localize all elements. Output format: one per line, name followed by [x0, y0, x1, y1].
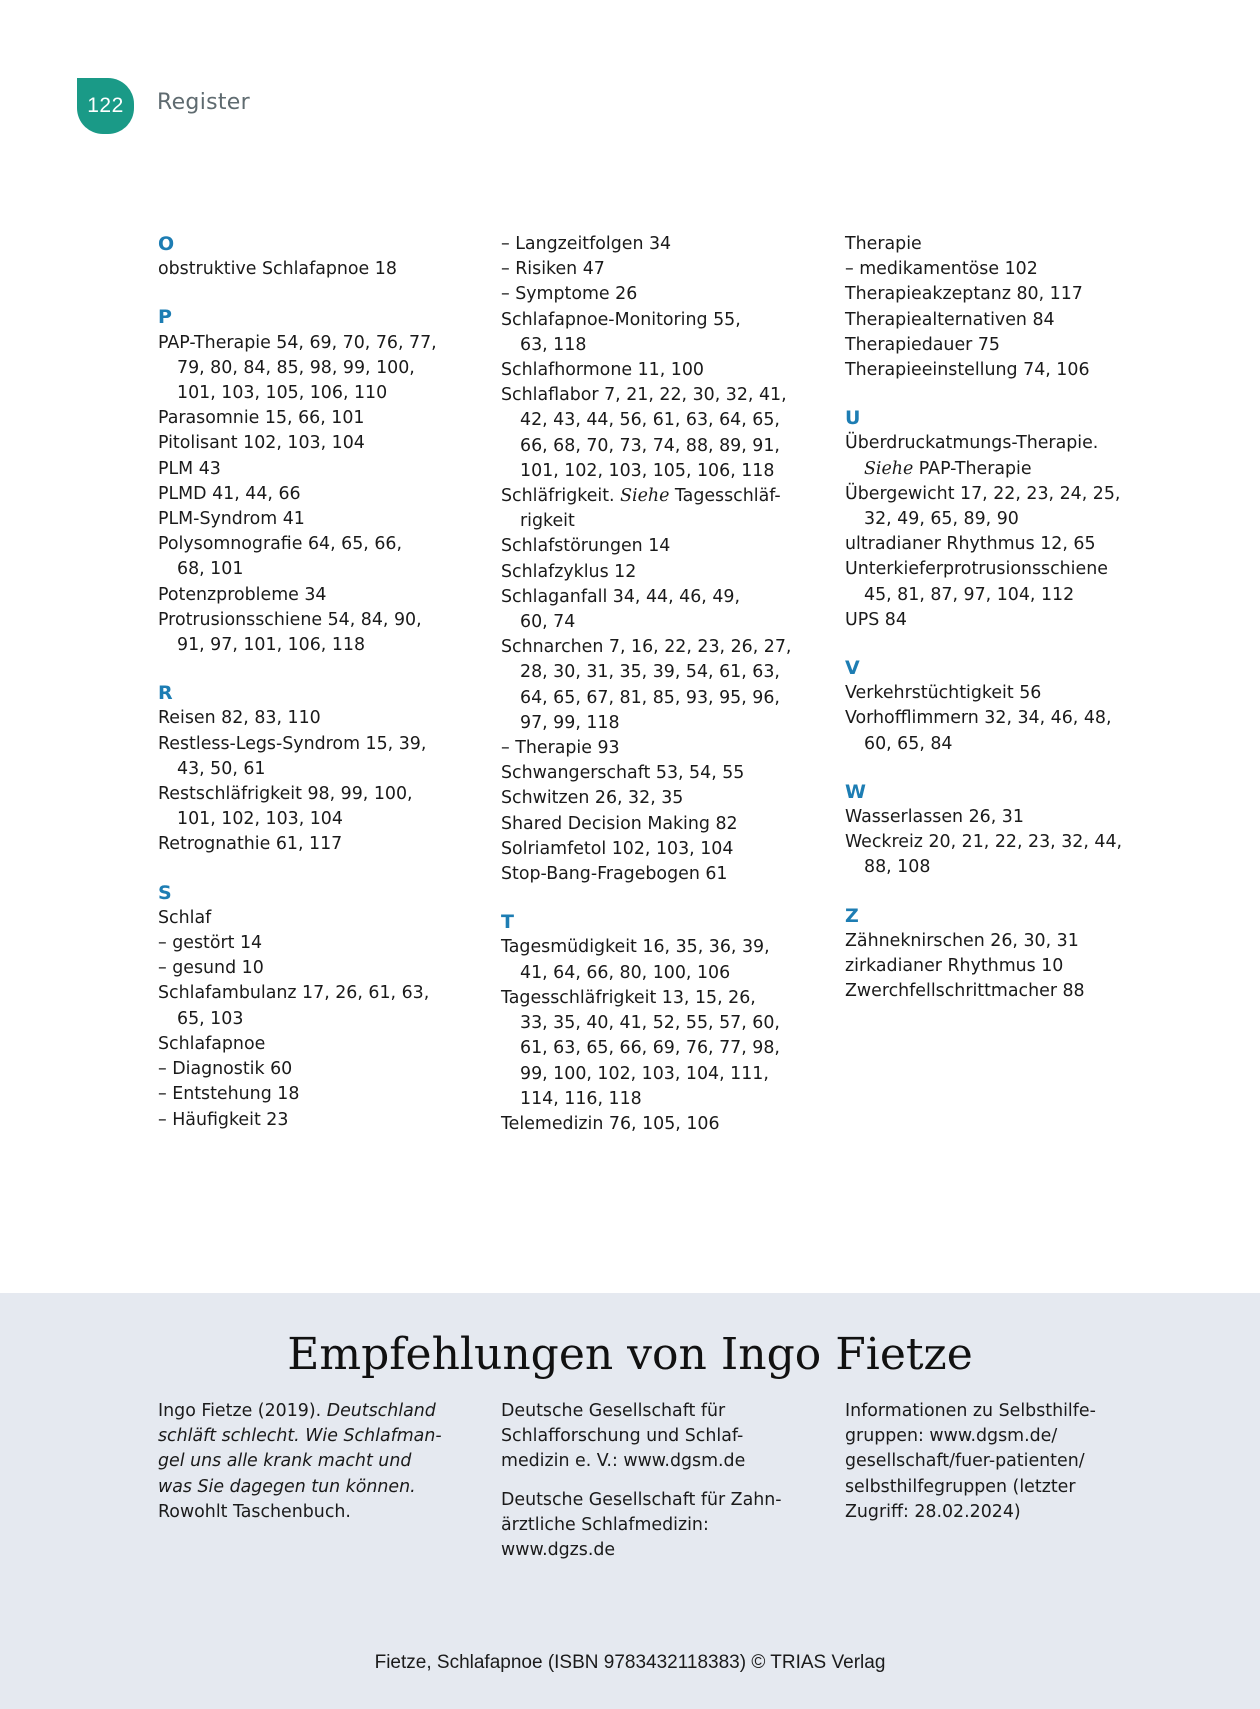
index-entry-line [501, 1036, 811, 1061]
index-entry-text: – gestört 14 [158, 933, 263, 954]
index-entry-text: Übergewicht 17, 22, 23, 24, 25, [845, 483, 1121, 504]
index-section [158, 681, 468, 857]
index-entry [158, 406, 468, 431]
index-entry-line [845, 457, 1155, 482]
index-entry-line [501, 686, 811, 711]
index-entry-line [501, 282, 811, 307]
index-entry-text: Schlafambulanz 17, 26, 61, 63, [158, 983, 430, 1004]
index-entry-text: 88, 108 [864, 857, 931, 878]
index-entry-line [845, 333, 1155, 358]
index-entry-line [845, 557, 1155, 582]
copyright-footer: Fietze, Schlafapnoe (ISBN 9783432118383) © TRIAS Verlag [374, 1652, 886, 1673]
index-entry [845, 308, 1155, 333]
index-entry-line [501, 1011, 811, 1036]
index-entry-line [158, 583, 468, 608]
index-entry-line [158, 981, 468, 1006]
index-entry-text: Schlaf [158, 907, 212, 928]
index-entry-line [845, 681, 1155, 706]
index-entry-line [501, 560, 811, 585]
index-entry [845, 532, 1155, 557]
index-entry-line [158, 431, 468, 456]
index-entry-line [158, 931, 468, 956]
index-entry-text: Restschläfrigkeit 98, 99, 100, [158, 784, 413, 805]
index-entry-text: PLMD 41, 44, 66 [158, 483, 301, 504]
index-entry-line [845, 855, 1155, 880]
see-target: Tagesschläf- [669, 486, 781, 507]
index-entry-text: Schlafapnoe-Monitoring 55, [501, 309, 741, 330]
index-letter-heading: V [845, 657, 860, 680]
index-letter-heading: W [845, 780, 866, 803]
index-entry-line [845, 954, 1155, 979]
index-letter-heading: P [158, 306, 172, 329]
index-section [158, 305, 468, 658]
index-entry-line [158, 906, 468, 931]
index-entry-line [845, 358, 1155, 383]
index-entry [158, 482, 468, 507]
index-entry-text: 101, 102, 103, 105, 106, 118 [520, 460, 775, 481]
index-entry-line [501, 635, 811, 660]
index-entry-text: 32, 49, 65, 89, 90 [864, 509, 1019, 530]
index-entry-line [158, 956, 468, 981]
index-entry [158, 331, 468, 407]
index-section [158, 232, 468, 282]
index-entry-line [158, 706, 468, 731]
index-entry-line [501, 1062, 811, 1087]
index-subentry [158, 1108, 468, 1133]
index-subentry [501, 282, 811, 307]
index-entry [158, 431, 468, 456]
index-entry-text: – Häufigkeit 23 [158, 1109, 289, 1130]
book-title-line: gel uns alle krank macht und [158, 1451, 412, 1472]
index-entry [501, 786, 811, 811]
index-subentry [158, 956, 468, 981]
index-entry-line [158, 406, 468, 431]
index-entry-line [501, 333, 811, 358]
index-entry [845, 830, 1155, 880]
index-entry-line [845, 706, 1155, 731]
index-entry-text: Telemedizin 76, 105, 106 [501, 1113, 720, 1134]
index-entry [158, 732, 468, 782]
index-section [845, 904, 1155, 1005]
book-title-line: schläft schlecht. Wie Schlafman- [158, 1426, 442, 1447]
index-entry [845, 681, 1155, 706]
index-entry-line [158, 507, 468, 532]
index-entry-line [501, 257, 811, 282]
index-letter-heading: R [158, 682, 173, 705]
index-entry [845, 282, 1155, 307]
index-entry-line [845, 282, 1155, 307]
index-entry-text: – Langzeitfolgen 34 [501, 234, 672, 254]
index-entry-line [845, 308, 1155, 333]
index-entry-line [158, 1082, 468, 1107]
index-entry-line [501, 434, 811, 459]
index-entry-text: 43, 50, 61 [177, 758, 266, 779]
index-entry [501, 560, 811, 585]
index-entry-text: Schlaganfall 34, 44, 46, 49, [501, 586, 741, 607]
index-entry-text: Verkehrstüchtigkeit 56 [845, 683, 1042, 704]
index-entry [501, 862, 811, 887]
index-entry-text: 114, 116, 118 [520, 1088, 642, 1109]
index-entry-line [845, 257, 1155, 282]
index-entry [158, 507, 468, 532]
selfhelp-line: gruppen: www.dgsm.de/ [845, 1426, 1058, 1447]
index-entry [158, 583, 468, 608]
index-entry-line [158, 257, 468, 282]
index-entry [845, 979, 1155, 1004]
book-author-year: Ingo Fietze (2019). [158, 1401, 327, 1421]
recommendation-selfhelp [845, 1399, 1165, 1538]
index-entry-text: Schlafstörungen 14 [501, 536, 671, 557]
index-subentry [158, 1082, 468, 1107]
selfhelp-line: selbsthilfegruppen (letzter [845, 1476, 1076, 1497]
recommendation-societies [501, 1399, 821, 1576]
index-entry-line [845, 232, 1155, 257]
index-entry-line [158, 732, 468, 757]
index-entry-text: 68, 101 [177, 559, 244, 580]
index-section [845, 780, 1155, 881]
index-entry-text: 66, 68, 70, 73, 74, 88, 89, 91, [520, 435, 780, 456]
index-entry-text: – Diagnostik 60 [158, 1059, 293, 1080]
index-entry-text: Schlafapnoe [158, 1033, 266, 1054]
index-entry-text: Unterkieferprotrusionsschiene [845, 559, 1108, 580]
index-entry-line [158, 757, 468, 782]
recommendation-book [158, 1399, 478, 1538]
index-entry-text: PLM 43 [158, 458, 221, 479]
index-entry-text: – Symptome 26 [501, 284, 638, 305]
index-entry [158, 457, 468, 482]
index-entry [158, 1032, 468, 1057]
index-entry-line [158, 832, 468, 857]
index-entry-line [845, 608, 1155, 633]
index-entry-line [158, 532, 468, 557]
index-entry [158, 608, 468, 658]
index-entry-line [158, 356, 468, 381]
index-entry-text: 45, 81, 87, 97, 104, 112 [864, 584, 1075, 605]
index-entry-text: 97, 99, 118 [520, 712, 620, 733]
index-entry-text: PAP-Therapie 54, 69, 70, 76, 77, [158, 332, 437, 353]
index-entry-text: 28, 30, 31, 35, 39, 54, 61, 63, [520, 662, 780, 683]
index-entry [501, 761, 811, 786]
selfhelp-line: gesellschaft/fuer-patienten/ [845, 1451, 1085, 1472]
index-entry-text: Therapiealternativen 84 [845, 309, 1055, 330]
index-entry-text: Therapieeinstellung 74, 106 [845, 360, 1090, 381]
index-entry-text: Schlafzyklus 12 [501, 561, 637, 582]
index-entry-text: Zwerchfellschrittmacher 88 [845, 981, 1085, 1002]
index-entry-text: Stop-Bang-Fragebogen 61 [501, 864, 728, 885]
index-section [845, 406, 1155, 633]
index-entry [501, 812, 811, 837]
index-entry-text: Schläfrigkeit. [501, 486, 621, 507]
index-entry [501, 383, 811, 484]
index-entry-text: 60, 74 [520, 612, 576, 633]
index-entry-line [501, 986, 811, 1011]
index-entry-text: 101, 103, 105, 106, 110 [177, 383, 388, 404]
index-entry-line [501, 961, 811, 986]
dgzs-line: ärztliche Schlafmedizin: [501, 1514, 709, 1535]
dgzs-line: Deutsche Gesellschaft für Zahn- [501, 1489, 782, 1510]
index-entry-line [501, 1087, 811, 1112]
book-title-line: was Sie dagegen tun können. [158, 1476, 416, 1497]
index-entry-line [845, 805, 1155, 830]
index-entry-text: 64, 65, 67, 81, 85, 93, 95, 96, [520, 687, 780, 708]
index-entry-line [158, 1108, 468, 1133]
index-entry-line [845, 507, 1155, 532]
index-entry-line [501, 585, 811, 610]
index-entry [158, 906, 468, 931]
index-entry-line [501, 862, 811, 887]
index-entry [501, 635, 811, 736]
index-entry-text: Tagesmüdigkeit 16, 35, 36, 39, [501, 937, 770, 958]
index-entry-text: Protrusionsschiene 54, 84, 90, [158, 609, 422, 630]
index-entry-text: 33, 35, 40, 41, 52, 55, 57, 60, [520, 1013, 780, 1034]
index-section [845, 232, 1155, 383]
index-entry [501, 1112, 811, 1137]
index-entry-line [845, 830, 1155, 855]
index-entry [501, 935, 811, 985]
index-subentry [501, 232, 811, 257]
index-entry-text: Schlaflabor 7, 21, 22, 30, 32, 41, [501, 385, 787, 406]
index-column-1 [158, 232, 468, 1156]
index-entry-text: – Risiken 47 [501, 259, 605, 280]
index-entry-text: 41, 64, 66, 80, 100, 106 [520, 962, 731, 983]
recommendation-dgzs [501, 1488, 821, 1564]
recommendations-title: Empfehlungen von Ingo Fietze [287, 1329, 973, 1380]
index-entry-text: Restless-Legs-Syndrom 15, 39, [158, 733, 427, 754]
index-column-2 [501, 232, 811, 1160]
index-entry-text: zirkadianer Rhythmus 10 [845, 956, 1064, 977]
index-entry-line [158, 782, 468, 807]
index-section [845, 656, 1155, 757]
running-title: Register [157, 90, 250, 115]
index-entry-line [501, 308, 811, 333]
index-entry-line [501, 786, 811, 811]
index-entry-text: Reisen 82, 83, 110 [158, 708, 321, 729]
index-subentry [501, 736, 811, 761]
index-entry [845, 232, 1155, 257]
index-entry-text: Tagesschläfrigkeit 13, 15, 26, [501, 987, 756, 1008]
index-entry-line [501, 509, 811, 534]
index-entry-line [501, 812, 811, 837]
index-entry [158, 981, 468, 1031]
index-entry-line [501, 534, 811, 559]
index-entry-text: Überdruckatmungs-Therapie. [845, 433, 1099, 454]
index-entry-line [158, 331, 468, 356]
index-entry [845, 358, 1155, 383]
index-entry-text: PAP-Therapie [913, 458, 1032, 479]
index-entry [501, 308, 811, 358]
index-letter-heading: S [158, 881, 172, 904]
index-section [501, 232, 811, 887]
see-reference: Siehe [864, 458, 914, 479]
index-entry-text: Retrognathie 61, 117 [158, 834, 343, 855]
index-entry-text: 101, 102, 103, 104 [177, 809, 343, 830]
index-entry [845, 482, 1155, 532]
index-entry [501, 986, 811, 1112]
index-entry-line [501, 484, 811, 509]
index-letter-heading: O [158, 233, 175, 255]
index-entry-line [158, 807, 468, 832]
index-entry-line [845, 532, 1155, 557]
dgsm-line: Schlafforschung und Schlaf- [501, 1426, 744, 1447]
index-entry-text: 63, 118 [520, 334, 587, 355]
index-entry-line [501, 232, 811, 257]
index-letter-heading: U [845, 407, 861, 430]
index-entry-line [845, 482, 1155, 507]
index-entry-text: – Entstehung 18 [158, 1084, 300, 1105]
index-subentry [845, 257, 1155, 282]
index-subentry [501, 257, 811, 282]
index-entry-line [501, 935, 811, 960]
index-entry-line [158, 608, 468, 633]
index-entry-text: Wasserlassen 26, 31 [845, 807, 1024, 828]
index-entry-line [158, 633, 468, 658]
index-entry-text: – medikamentöse 102 [845, 259, 1038, 280]
index-entry-line [501, 408, 811, 433]
index-entry-line [501, 383, 811, 408]
index-entry-text: 42, 43, 44, 56, 61, 63, 64, 65, [520, 410, 780, 431]
index-entry-line [845, 583, 1155, 608]
index-entry-line [845, 732, 1155, 757]
index-entry [501, 484, 811, 534]
index-entry-text: Therapie [845, 234, 922, 254]
index-entry-text: Schnarchen 7, 16, 22, 23, 26, 27, [501, 637, 792, 658]
index-subentry [158, 931, 468, 956]
index-entry [845, 706, 1155, 756]
index-entry-text: Schwangerschaft 53, 54, 55 [501, 763, 745, 784]
index-entry-text: rigkeit [520, 511, 575, 532]
dgzs-line: www.dgzs.de [501, 1540, 616, 1561]
index-entry-line [158, 557, 468, 582]
dgsm-line: Deutsche Gesellschaft für [501, 1401, 726, 1421]
index-entry-line [845, 979, 1155, 1004]
index-entry-text: Polysomnografie 64, 65, 66, [158, 534, 402, 555]
index-entry-text: – gesund 10 [158, 958, 264, 979]
book-publisher: Rowohlt Taschenbuch. [158, 1501, 351, 1522]
index-entry [501, 358, 811, 383]
index-entry [845, 929, 1155, 954]
index-entry-line [158, 457, 468, 482]
index-entry-text: Solriamfetol 102, 103, 104 [501, 838, 734, 859]
index-entry-text: Schwitzen 26, 32, 35 [501, 788, 684, 809]
index-entry-line [845, 431, 1155, 456]
index-entry-line [501, 358, 811, 383]
index-letter-heading: T [501, 911, 514, 934]
index-entry-text: Parasomnie 15, 66, 101 [158, 408, 365, 429]
index-entry-line [845, 929, 1155, 954]
index-entry-line [158, 1057, 468, 1082]
page-number-badge: 122 [77, 78, 134, 134]
index-entry-text: – Therapie 93 [501, 738, 620, 759]
index-entry-text: ultradianer Rhythmus 12, 65 [845, 534, 1096, 555]
index-entry [845, 608, 1155, 633]
index-entry-text: 60, 65, 84 [864, 733, 953, 754]
index-entry-text: UPS 84 [845, 609, 907, 630]
index-entry-line [158, 1032, 468, 1057]
index-entry-line [501, 610, 811, 635]
index-entry-text: Potenzprobleme 34 [158, 584, 327, 605]
index-entry [158, 706, 468, 731]
index-entry-text: Pitolisant 102, 103, 104 [158, 433, 365, 454]
index-entry-text: 99, 100, 102, 103, 104, 111, [520, 1063, 769, 1084]
index-entry [158, 832, 468, 857]
index-entry-line [501, 660, 811, 685]
index-entry [845, 333, 1155, 358]
index-entry-line [501, 459, 811, 484]
index-letter-heading: Z [845, 904, 859, 927]
index-entry-text: 79, 80, 84, 85, 98, 99, 100, [177, 357, 415, 378]
index-entry-line [501, 711, 811, 736]
recommendation-dgsm [501, 1399, 821, 1475]
index-entry [845, 557, 1155, 607]
index-column-3 [845, 232, 1155, 1027]
index-subentry [158, 1057, 468, 1082]
index-entry [845, 431, 1155, 481]
selfhelp-line: Informationen zu Selbsthilfe- [845, 1401, 1096, 1421]
index-entry-text: 91, 97, 101, 106, 118 [177, 635, 366, 656]
index-entry-text: Vorhofflimmern 32, 34, 46, 48, [845, 708, 1112, 729]
index-entry [501, 837, 811, 862]
index-entry-line [501, 1112, 811, 1137]
index-entry [845, 805, 1155, 830]
index-entry [158, 782, 468, 832]
index-entry [501, 534, 811, 559]
index-entry [845, 954, 1155, 979]
index-entry-text: Therapiedauer 75 [845, 334, 1000, 355]
index-entry-line [158, 1007, 468, 1032]
index-entry-text: 61, 63, 65, 66, 69, 76, 77, 98, [520, 1038, 780, 1059]
index-entry-line [158, 381, 468, 406]
index-entry-text: Shared Decision Making 82 [501, 813, 738, 834]
index-entry-line [158, 482, 468, 507]
index-entry-line [501, 837, 811, 862]
book-title-line: Deutschland [326, 1401, 436, 1421]
index-entry-text: PLM-Syndrom 41 [158, 509, 305, 530]
index-entry-text: obstruktive Schlafapnoe 18 [158, 259, 397, 280]
index-entry-text: Therapieakzeptanz 80, 117 [845, 284, 1083, 305]
index-entry-text: 65, 103 [177, 1008, 244, 1029]
index-section [158, 881, 468, 1133]
index-entry [158, 257, 468, 282]
index-entry [158, 532, 468, 582]
index-entry-text: Weckreiz 20, 21, 22, 23, 32, 44, [845, 832, 1123, 853]
see-reference: Siehe [620, 486, 670, 507]
index-entry-line [501, 761, 811, 786]
index-section [501, 910, 811, 1137]
dgsm-line: medizin e. V.: www.dgsm.de [501, 1451, 746, 1472]
index-entry-text: Schlafhormone 11, 100 [501, 360, 704, 381]
index-entry-text: Zähneknirschen 26, 30, 31 [845, 930, 1079, 951]
index-entry-line [501, 736, 811, 761]
index-entry [501, 585, 811, 635]
selfhelp-line: Zugriff: 28.02.2024) [845, 1501, 1021, 1522]
